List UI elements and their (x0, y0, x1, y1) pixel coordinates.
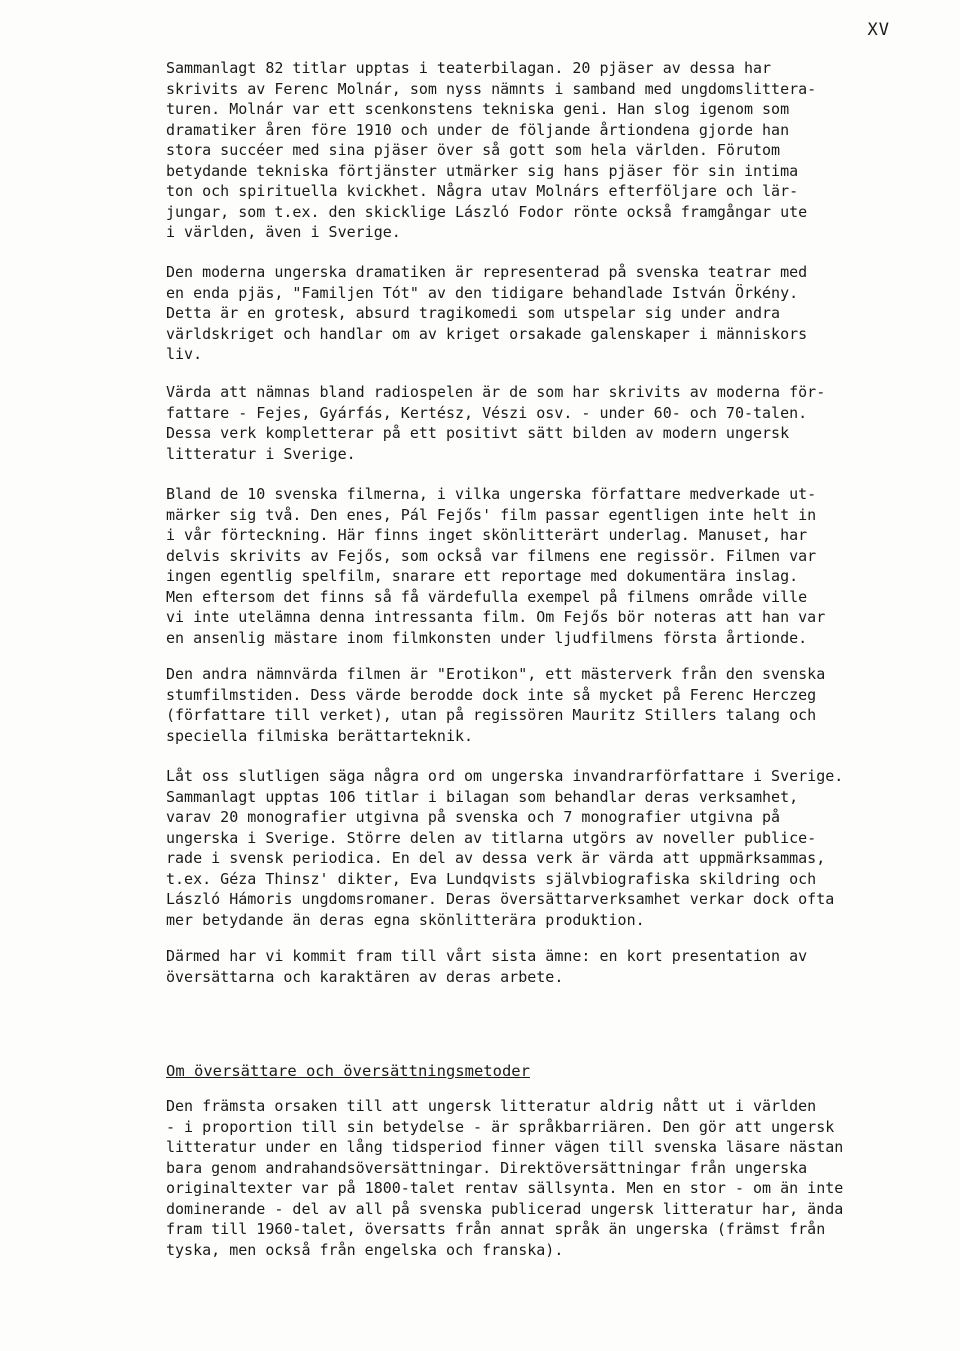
text-line: fattare - Fejes, Gyárfás, Kertész, Vészi osv. - under 60- och 70-talen. (166, 403, 808, 422)
paragraph-films (166, 484, 886, 648)
text-line: stora succéer med sina pjäser över så gott som hela världen. Förutom (166, 141, 781, 159)
text-line: originaltexter var på 1800-talet rentav sällsynta. Men en stor - om än inte (166, 1179, 844, 1197)
text-line: Dessa verk kompletterar på ett positivt sätt bilden av modern ungersk (166, 424, 790, 442)
text-line: Därmed har vi kommit fram till vårt sista ämne: en kort presentation av (166, 947, 808, 965)
paragraph-immigrant-authors (166, 766, 886, 930)
text-line: Detta är en grotesk, absurd tragikomedi som utspelar sig under andra (166, 304, 781, 322)
text-line: varav 20 monografier utgivna på svenska och 7 monografier utgivna på (166, 808, 781, 826)
text-line: skrivits av Ferenc Molnár, som nyss nämnts i samband med ungdomslittera- (166, 79, 817, 98)
text-line: Värda att nämnas bland radiospelen är de som har skrivits av moderna för- (166, 383, 826, 401)
text-line: tyska, men också från engelska och franska). (166, 1240, 564, 1259)
text-line: litteratur under en lång tidsperiod finner vägen till svenska läsare nästan (166, 1138, 844, 1156)
paragraph-theatre (166, 58, 886, 243)
text-line: jungar, som t.ex. den skicklige László Fodor rönte också framgångar ute (166, 202, 808, 221)
text-line: i vår förteckning. Här finns inget skönlitterärt underlag. Manuset, har (166, 526, 808, 544)
text-line: Den andra nämnvärda filmen är "Erotikon", ett mästerverk från den svenska (166, 665, 826, 683)
text-line: speciella filmiska berättarteknik. (166, 726, 474, 745)
paragraph-radio-plays (166, 382, 886, 464)
text-line: vi inte utelämna denna intressanta film. Om Fejős bör noteras att han var (166, 608, 826, 626)
text-line: mer betydande än deras egna skönlitterära produktion. (166, 910, 645, 929)
text-line: - i proportion till sin betydelse - är språkbarriären. Den gör att ungersk (166, 1117, 835, 1136)
paragraph-erotikon (166, 664, 886, 746)
text-line: fram till 1960-talet, översatts från annat språk än ungerska (främst från (166, 1220, 826, 1238)
text-line: dramatiker åren före 1910 och under de följande årtiondena gjorde han (166, 120, 790, 139)
text-line: ingen egentlig spelfilm, snarare ett reportage med dokumentära inslag. (166, 567, 799, 585)
text-line: i världen, även i Sverige. (166, 223, 401, 241)
text-line: turen. Molnár var ett scenkonstens tekniska geni. Han slog igenom som (166, 100, 790, 118)
text-line: Den moderna ungerska dramatiken är representerad på svenska teatrar med (166, 263, 808, 281)
text-line: Sammanlagt 82 titlar upptas i teaterbilagan. 20 pjäser av dessa har (166, 59, 772, 77)
text-line: Den främsta orsaken till att ungersk litteratur aldrig nått ut i världen (166, 1097, 817, 1115)
text-line: ton och spirituella kvickhet. Några utav Molnárs efterföljare och lär- (166, 182, 799, 200)
text-line: betydande tekniska förtjänster utmärker sig hans pjäser för sin intima (166, 161, 799, 180)
text-line: t.ex. Géza Thinsz' dikter, Eva Lundqvists självbiografiska skildring och (166, 869, 817, 888)
text-line: en ansenlig mästare inom filmkonsten under ljudfilmens första årtionde. (166, 628, 808, 647)
text-line: litteratur i Sverige. (166, 444, 356, 463)
text-line: Sammanlagt upptas 106 titlar i bilagan som behandlar deras verksamhet, (166, 787, 799, 806)
page-number: XV (867, 20, 890, 40)
text-line: delvis skrivits av Fejős, som också var filmens ene regissör. Filmen var (166, 546, 817, 565)
text-line: Bland de 10 svenska filmerna, i vilka ungerska författare medverkade ut- (166, 485, 817, 503)
paragraph-modern-drama (166, 262, 886, 365)
paragraph-translators (166, 1096, 886, 1260)
text-line: Låt oss slutligen säga några ord om ungerska invandrarförfattare i Sverige. (166, 767, 844, 785)
section-heading: Om översättare och översättningsmetoder (166, 1062, 530, 1080)
text-line: ungerska i Sverige. Större delen av titlarna utgörs av noveller publice- (166, 828, 817, 847)
text-line: Men eftersom det finns så få värdefulla exempel på filmens område ville (166, 587, 808, 606)
text-line: rade i svensk periodica. En del av dessa verk är värda att uppmärksammas, (166, 849, 826, 867)
text-line: en enda pjäs, "Familjen Tót" av den tidigare behandlade István Örkény. (166, 283, 799, 302)
text-line: översättarna och karaktären av deras arbete. (166, 967, 564, 986)
text-line: märker sig två. Den enes, Pál Fejős' film passar egentligen inte helt in (166, 505, 817, 524)
text-line: stumfilmstiden. Dess värde berodde dock inte så mycket på Ferenc Herczeg (166, 685, 817, 704)
text-line: världskriget och handlar om av kriget orsakade galenskaper i människors (166, 324, 808, 343)
text-line: liv. (166, 345, 203, 363)
paragraph-transition (166, 946, 886, 987)
text-line: dominerande - del av all på svenska publicerad ungersk litteratur har, ända (166, 1199, 844, 1218)
text-line: (författare till verket), utan på regissören Mauritz Stillers talang och (166, 706, 817, 724)
text-line: László Hámoris ungdomsromaner. Deras översättarverksamhet verkar dock ofta (166, 890, 835, 908)
text-line: bara genom andrahandsöversättningar. Direktöversättningar från ungerska (166, 1158, 808, 1177)
